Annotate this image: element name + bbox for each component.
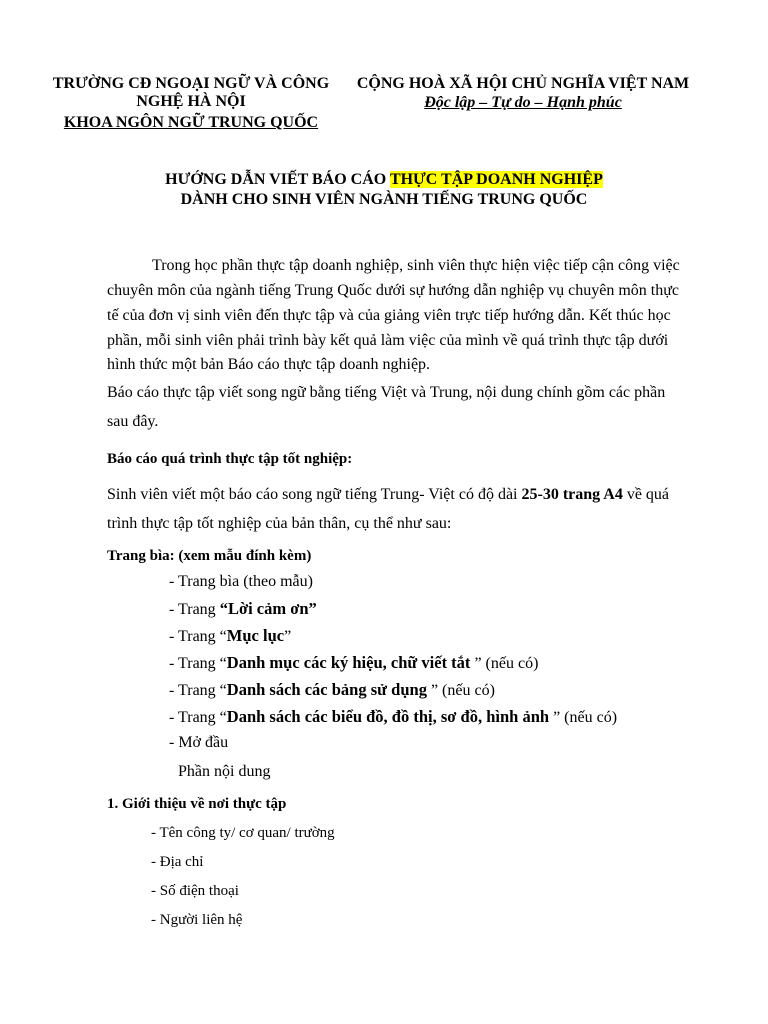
section1-item: - Địa chỉ xyxy=(151,854,204,870)
section1-item: - Số điện thoại xyxy=(151,883,239,899)
cover-item: - Mở đầu xyxy=(169,734,229,751)
intro-line-5: hình thức một bản Báo cáo thực tập doanh nghiệp. xyxy=(107,356,431,373)
intro-line-3: tế của đơn vị sinh viên đến thực tập và của giảng viên trực tiếp hướng dẫn. Kết thúc học xyxy=(107,307,671,324)
school-name-line1: TRƯỜNG CĐ NGOẠI NGỮ VÀ CÔNG xyxy=(52,75,330,92)
title-highlight: THỰC TẬP DOANH NGHIỆP xyxy=(389,171,603,188)
title-prefix: HƯỚNG DẪN VIẾT BÁO CÁO xyxy=(165,171,390,188)
intro-line-1: Trong học phần thực tập doanh nghiệp, sinh viên thực hiện việc tiếp cận công việc xyxy=(152,257,680,274)
document-title-line2: DÀNH CHO SINH VIÊN NGÀNH TIẾNG TRUNG QUỐC xyxy=(180,191,588,208)
report-line-1 xyxy=(107,482,669,507)
cover-item: - Trang “Danh mục các ký hiệu, chữ viết tắt ” (nếu có) xyxy=(169,653,539,672)
cover-item: - Trang bìa (theo mẫu) xyxy=(169,573,313,590)
school-name-line2: NGHỆ HÀ NỘI xyxy=(136,93,246,110)
cover-item: - Trang “Danh sách các biểu đồ, đồ thị, sơ đồ, hình ảnh ” (nếu có) xyxy=(169,707,618,726)
report-heading: Báo cáo quá trình thực tập tốt nghiệp: xyxy=(107,451,353,467)
cover-item: - Trang “Mục lục” xyxy=(169,626,292,645)
document-title-line1 xyxy=(0,170,768,189)
cover-heading: Trang bìa: (xem mẫu đính kèm) xyxy=(107,548,312,564)
section1-item: - Tên công ty/ cơ quan/ trường xyxy=(151,825,335,841)
report-text-suffix: về quá xyxy=(622,486,670,503)
cover-item: - Trang “Danh sách các bảng sử dụng ” (nếu có) xyxy=(169,680,495,699)
cover-item: - Trang “Lời cảm ơn” xyxy=(169,599,317,618)
national-title: CỘNG HOÀ XÃ HỘI CHỦ NGHĨA VIỆT NAM xyxy=(356,75,690,92)
section1-item: - Người liên hệ xyxy=(151,912,243,928)
intro-line-4: phần, mỗi sinh viên phải trình bày kết quả làm việc của mình về quá trình thực tập dưới xyxy=(107,332,669,349)
national-motto: Độc lập – Tự do – Hạnh phúc xyxy=(424,94,622,111)
faculty-name: KHOA NGÔN NGỮ TRUNG QUỐC xyxy=(63,114,319,131)
report-text-prefix: Sinh viên viết một báo cáo song ngữ tiếng Trung- Việt có độ dài xyxy=(107,486,522,503)
intro-p2-line-1: Báo cáo thực tập viết song ngữ bằng tiếng Việt và Trung, nội dung chính gồm các phần xyxy=(107,384,666,401)
report-line-2: trình thực tập tốt nghiệp của bản thân, cụ thể như sau: xyxy=(107,515,452,532)
intro-p2-line-2: sau đây. xyxy=(107,413,159,430)
content-label: Phần nội dung xyxy=(178,763,271,780)
report-page-count: 25-30 trang A4 xyxy=(521,486,623,503)
section1-heading: 1. Giới thiệu về nơi thực tập xyxy=(107,796,287,812)
intro-line-2: chuyên môn của ngành tiếng Trung Quốc dưới sự hướng dẫn nghiệp vụ chuyên môn thực xyxy=(107,282,679,299)
